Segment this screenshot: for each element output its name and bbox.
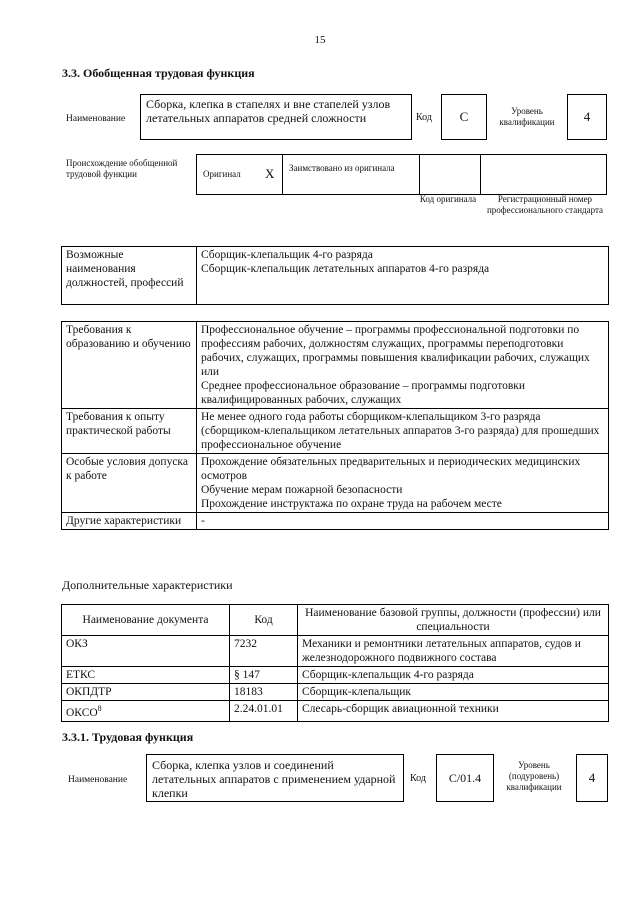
divider	[419, 155, 420, 194]
positions-value: Сборщик-клепальщик 4-го разряда Сборщик-клепальщик летательных аппаратов 4-го разряда	[197, 247, 609, 305]
doc-name-cell	[62, 701, 230, 722]
function-name-value: Сборка, клепка узлов и соединений летательных аппаратов с применением ударной клепки	[146, 754, 404, 802]
group-name: Сборщик-клепальщик 4-го разряда	[298, 667, 609, 684]
table-row	[62, 322, 609, 409]
table-row	[62, 636, 609, 667]
origin-box	[196, 154, 607, 195]
doc-code: § 147	[230, 667, 298, 684]
table-header-row	[62, 605, 609, 636]
additional-table	[61, 604, 609, 722]
origin-label: Происхождение обобщенной трудовой функции	[66, 158, 178, 179]
borrowed-label: Заимствовано из оригинала	[289, 163, 395, 173]
table-row	[62, 667, 609, 684]
page-number: 15	[314, 34, 326, 46]
function-code-value: C/01.4	[436, 754, 494, 802]
requirement-value: Не менее одного года работы сборщиком-клепальщиком 3-го разряда (сборщиком-клепальщиком летательных аппаратов 3-го разряда) для прошедших профессиональное обучение	[197, 409, 609, 454]
requirements-table	[61, 321, 609, 530]
table-row	[62, 454, 609, 513]
doc-code: 2.24.01.01	[230, 701, 298, 722]
requirement-label: Требования к образованию и обучению	[62, 322, 197, 409]
requirement-label: Другие характеристики	[62, 513, 197, 530]
positions-label: Возможные наименования должностей, профессий	[62, 247, 197, 305]
function-level-value: 4	[576, 754, 608, 802]
function-code-label: Код	[410, 773, 426, 784]
gtf-name-value: Сборка, клепка в стапелях и вне стапелей узлов летательных аппаратов средней сложности	[140, 94, 412, 140]
column-header: Наименование документа	[62, 605, 230, 636]
footnote-mark: 8	[97, 704, 102, 713]
function-title: 3.3.1. Трудовая функция	[62, 730, 194, 744]
group-name: Сборщик-клепальщик	[298, 684, 609, 701]
doc-code: 7232	[230, 636, 298, 667]
gtf-code-value: C	[441, 94, 487, 140]
code-label: Код	[416, 112, 432, 123]
doc-name: ОКЗ	[62, 636, 230, 667]
positions-table	[61, 246, 609, 305]
divider	[480, 155, 481, 194]
name-label: Наименование	[66, 114, 126, 124]
reg-number-caption: Регистрационный номер профессионального стандарта	[486, 194, 604, 215]
doc-name: ОКСО	[66, 706, 98, 719]
requirement-label: Особые условия допуска к работе	[62, 454, 197, 513]
original-label: Оригинал	[203, 169, 241, 179]
doc-name: ЕТКС	[62, 667, 230, 684]
code-original-caption: Код оригинала	[419, 194, 477, 204]
table-row	[62, 684, 609, 701]
gtf-level-value: 4	[567, 94, 607, 140]
divider	[282, 155, 283, 194]
doc-code: 18183	[230, 684, 298, 701]
section-title: 3.3. Обобщенная трудовая функция	[62, 66, 255, 80]
table-row	[62, 409, 609, 454]
group-name: Механики и ремонтники летательных аппаратов, судов и железнодорожного подвижного состава	[298, 636, 609, 667]
table-row	[62, 701, 609, 722]
column-header: Код	[230, 605, 298, 636]
function-level-label: Уровень (подуровень) квалификации	[506, 760, 562, 792]
function-name-label: Наименование	[68, 775, 128, 785]
table-row	[62, 513, 609, 530]
doc-name: ОКПДТР	[62, 684, 230, 701]
requirement-label: Требования к опыту практической работы	[62, 409, 197, 454]
additional-title: Дополнительные характеристики	[62, 578, 233, 592]
requirement-value: -	[197, 513, 609, 530]
column-header: Наименование базовой группы, должности (профессии) или специальности	[298, 605, 609, 636]
requirement-value: Прохождение обязательных предварительных и периодических медицинских осмотров Обучение мерам пожарной безопасности Прохождение инструктажа по охране труда на рабочем месте	[197, 454, 609, 513]
group-name: Слесарь-сборщик авиационной техники	[298, 701, 609, 722]
original-mark: X	[265, 166, 275, 181]
level-label: Уровень квалификации	[499, 106, 555, 127]
requirement-value: Профессиональное обучение – программы профессиональной подготовки по профессиям рабочих, должностям служащих, программы переподготовки рабочих, служащих, программы повышения квалификации рабочих, служащих или Среднее профессиональное образование – программы подготовки квалифицированных рабочих, служащих	[197, 322, 609, 409]
